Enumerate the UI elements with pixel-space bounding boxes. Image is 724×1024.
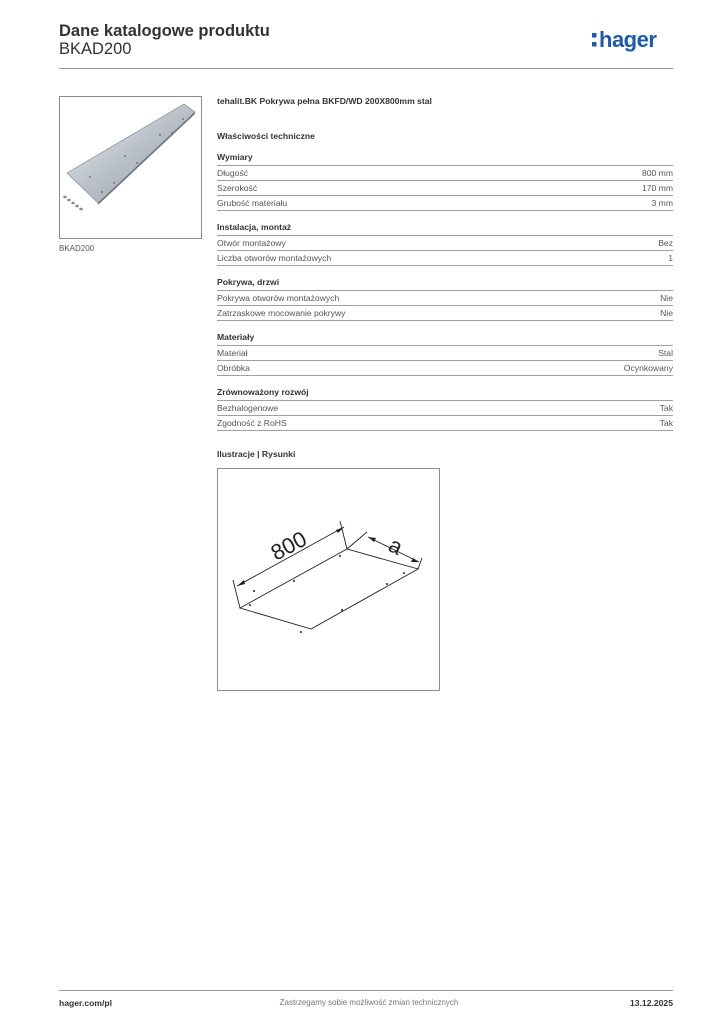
section-sustainability	[217, 386, 673, 431]
section-cover	[217, 276, 673, 321]
product-name: tehalit.BK Pokrywa pełna BKFD/WD 200X800mm stal	[217, 96, 432, 106]
row-label: Grubość materiału	[217, 198, 288, 208]
properties-heading: Właściwości techniczne	[217, 131, 315, 141]
section-title: Pokrywa, drzwi	[217, 277, 280, 287]
logo-text: hager	[599, 28, 657, 52]
table-row	[217, 195, 673, 211]
row-value: 800 mm	[641, 168, 673, 178]
row-value: Nie	[660, 308, 673, 318]
dimension-length-label: 800	[266, 526, 311, 566]
row-value: Bez	[658, 238, 673, 248]
table-row	[217, 235, 673, 250]
row-value: 170 mm	[641, 183, 673, 193]
section-title: Zrównoważony rozwój	[217, 387, 309, 397]
dimension-width-label: a	[384, 532, 407, 560]
row-label: Liczba otworów montażowych	[217, 253, 332, 263]
table-row	[217, 165, 673, 180]
footer-disclaimer: Zastrzegamy sobie możliwość zmian technicznych	[279, 998, 459, 1007]
table-row	[217, 415, 673, 431]
section-materials	[217, 331, 673, 376]
section-title: Instalacja, montaż	[217, 222, 292, 232]
table-row	[217, 290, 673, 305]
product-details	[217, 94, 673, 441]
row-label: Pokrywa otworów montażowych	[217, 293, 340, 303]
row-label: Zatrzaskowe mocowanie pokrywy	[217, 308, 346, 318]
table-row	[217, 400, 673, 415]
row-value: 1	[668, 253, 673, 263]
illustrations-heading: Ilustracje | Rysunki	[217, 449, 296, 459]
section-installation	[217, 221, 673, 266]
row-value: 3 mm	[651, 198, 673, 208]
header-divider	[59, 68, 673, 69]
row-label: Obróbka	[217, 363, 250, 373]
row-value: Tak	[659, 403, 673, 413]
table-row	[217, 180, 673, 195]
hager-logo	[591, 28, 673, 59]
table-row	[217, 305, 673, 321]
product-photo	[59, 96, 202, 239]
row-value: Nie	[660, 293, 673, 303]
row-value: Ocynkowany	[623, 363, 673, 373]
row-value: Stal	[658, 348, 673, 358]
product-code: BKAD200	[59, 40, 132, 58]
row-label: Materiał	[217, 348, 248, 358]
footer-website: hager.com/pl	[59, 998, 113, 1008]
table-row	[217, 345, 673, 360]
section-title: Materiały	[217, 332, 255, 342]
table-row	[217, 360, 673, 376]
header-title: Dane katalogowe produktu	[59, 22, 270, 40]
row-label: Szerokość	[217, 183, 258, 193]
photo-caption: BKAD200	[59, 244, 95, 253]
footer-date: 13.12.2025	[629, 998, 673, 1008]
section-title: Wymiary	[217, 152, 253, 162]
row-label: Zgodność z RoHS	[217, 418, 287, 428]
row-label: Otwór montażowy	[217, 238, 286, 248]
row-value: Tak	[659, 418, 673, 428]
table-row	[217, 250, 673, 266]
row-label: Bezhalogenowe	[217, 403, 279, 413]
section-dimensions	[217, 151, 673, 211]
footer-divider	[59, 990, 673, 991]
row-label: Długość	[217, 168, 249, 178]
dimension-drawing	[217, 468, 440, 691]
